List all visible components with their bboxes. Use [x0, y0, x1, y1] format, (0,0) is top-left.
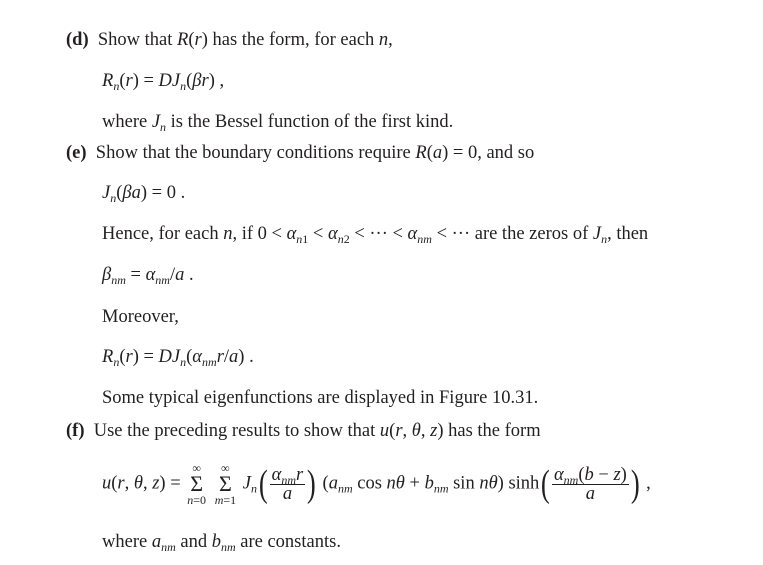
equation-u-series: u(r, θ, z) = ∞ Σ n=0 ∞ Σ m=1 $J_n$( $\frac{\alpha_{nm}r}{a}$ ) ($a_{nm}$ $\cos n\theta + b_{nm}$ sin nθ) sinh( $\frac{\alpha_{nm}(b - z)}{a}$ ) , — [102, 461, 651, 507]
sum-n: ∞ Σ n=0 — [187, 461, 207, 507]
item-label-e: (e) — [66, 143, 87, 163]
fraction-alpha-r-over-a: $\frac{\alpha_{nm}r}{a}$ — [271, 464, 304, 504]
item-e-heading — [66, 141, 534, 165]
equation-jn-zero: $J_n(\beta a) = 0$ . — [102, 183, 186, 205]
item-e-typical-text: Some typical eigenfunctions are displayed in Figure 10.31. — [102, 388, 539, 408]
item-f-where-text: where $a_{nm}$ and $b_{nm}$ are constants. — [102, 532, 341, 554]
item-d-text: Show that R(r) has the form, for each n, — [93, 30, 393, 50]
equation-rn-alpha: $R_n(r) = DJ_n(\alpha_{nm}r/a)$ . — [102, 347, 254, 369]
item-e-text: Show that the boundary conditions require R(a) = 0, and so — [91, 143, 535, 163]
item-e-moreover-text: Moreover, — [102, 307, 179, 327]
item-d-heading — [66, 28, 393, 52]
item-e-hence-text: Hence, for each n, if $0 < \alpha_{n1} < \alpha_{n2}$ < ··· < $\alpha_{nm}$ < ··· are the zeros of $J_n$, then — [102, 224, 649, 246]
equation-beta-nm: $\beta_{nm} = \alpha_{nm}/a$ . — [102, 265, 194, 287]
item-d-where-text: where $J_n$ is the Bessel function of the first kind. — [102, 112, 454, 134]
item-label-f: (f) — [66, 421, 85, 441]
sum-m: ∞ Σ m=1 — [214, 461, 237, 507]
equation-rn-bessel: $R_n(r) = DJ_n(\beta r)$ , — [102, 71, 225, 93]
item-f-text: Use the preceding results to show that u(r, θ, z) has the form — [89, 421, 541, 441]
item-label-d: (d) — [66, 30, 89, 50]
item-f-heading — [66, 419, 541, 443]
fraction-alpha-b-minus-z-over-a: $\frac{\alpha_{nm}(b - z)}{a}$ — [553, 464, 627, 504]
